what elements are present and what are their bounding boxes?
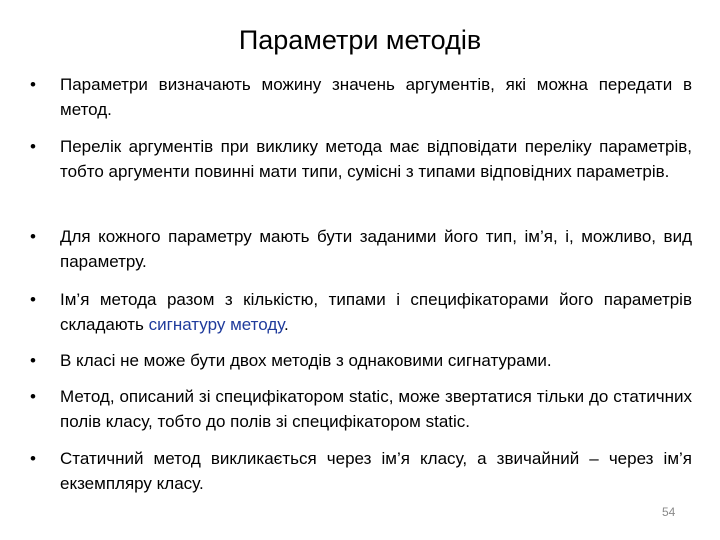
bullet-icon: • [30, 75, 36, 94]
bullet-icon: • [30, 351, 36, 370]
bullet-item [30, 348, 692, 373]
bullet-icon: • [30, 387, 36, 406]
bullet-text-part: . [284, 315, 289, 334]
bullet-icon: • [30, 290, 36, 309]
bullet-text-part: Метод, описаний зі специфікатором [60, 387, 350, 406]
bullet-item [30, 287, 692, 337]
slide-title: Параметри методів [238, 25, 482, 55]
bullet-item [30, 446, 692, 496]
bullet-item [30, 384, 692, 434]
bullet-text-part: Ім’я метода разом з кількістю, типами і специфікаторами його параметрів складають [60, 290, 692, 334]
bullet-item [30, 134, 692, 184]
static-keyword: static [425, 412, 466, 431]
bullet-icon: • [30, 227, 36, 246]
bullet-text-part: , може звертатися тільки до статичних полів класу, тобто до полів зі специфікатором [60, 387, 692, 431]
bullet-text-part: . [465, 412, 471, 431]
bullet-text [60, 384, 692, 434]
bullet-text: Для кожного параметру мають бути заданими його тип, ім’я, і, можливо, вид параметру. [60, 227, 692, 271]
page-number: 54 [662, 505, 676, 519]
bullet-text [60, 287, 692, 337]
bullet-text: Статичний метод викликається через ім’я класу, а звичайний – через ім’я екземпляру класу. [60, 449, 692, 493]
signature-term: сигнатуру методу [148, 315, 285, 334]
bullet-text: Параметри визначають можину значень аргументів, які можна передати в метод. [60, 75, 692, 119]
static-keyword: static [349, 387, 389, 406]
bullet-icon: • [30, 449, 36, 468]
bullet-icon: • [30, 137, 36, 156]
bullet-item [30, 224, 692, 274]
bullet-item [30, 72, 692, 122]
bullet-text: В класі не може бути двох методів з однаковими сигнатурами. [60, 351, 552, 370]
bullet-text: Перелік аргументів при виклику метода має відповідати переліку параметрів, тобто аргументи повинні мати типи, сумісні з типами відповідних параметрів. [60, 137, 692, 181]
